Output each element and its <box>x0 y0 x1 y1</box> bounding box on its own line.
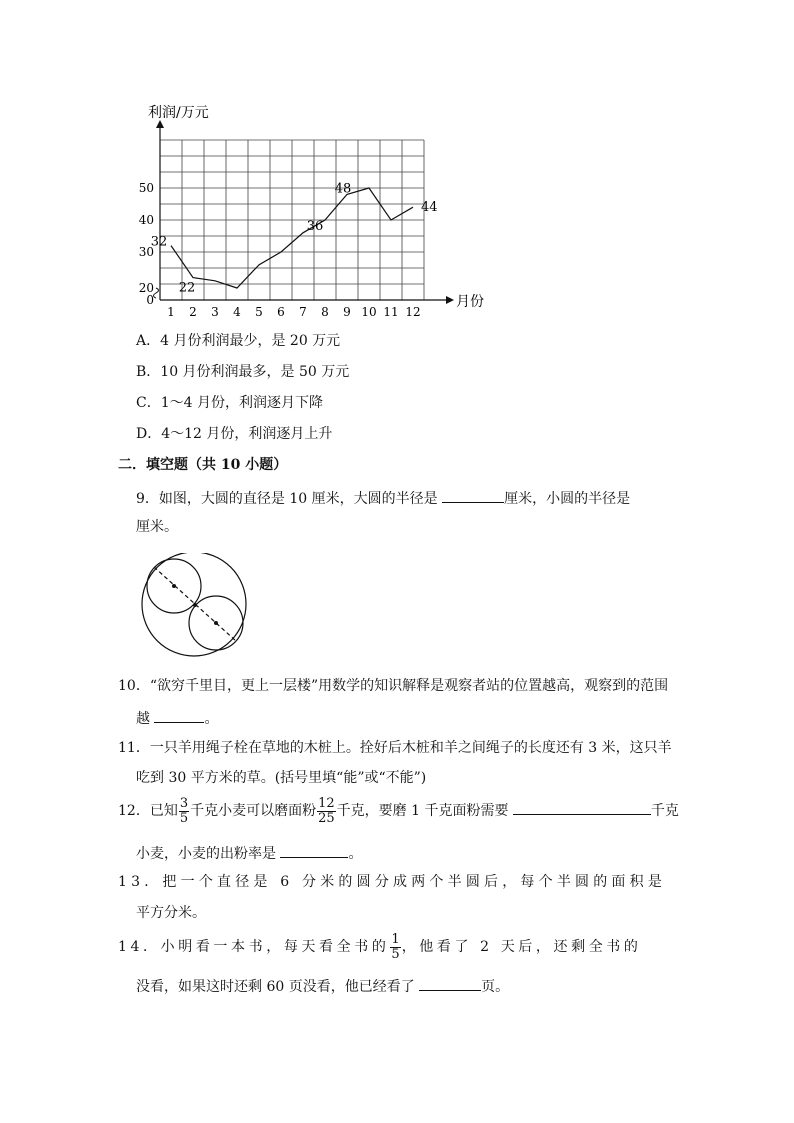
y-tick-label: 30 <box>138 245 154 259</box>
profit-line-chart <box>130 98 490 320</box>
question-9-text-c: 厘米。 <box>136 519 178 535</box>
question-12-mid: 千克小麦可以磨面粉 <box>190 803 317 819</box>
question-9-blank-1[interactable] <box>442 487 504 503</box>
option-d[interactable]: D．4～12 月份，利润逐月上升 <box>136 426 333 442</box>
x-tick-label: 11 <box>383 305 399 319</box>
y-tick-label: 40 <box>138 213 154 227</box>
question-12-text-c: 小麦，小麦的出粉率是 <box>136 846 281 862</box>
question-14-text-a: 没看，如果这时还剩 60 页没看，他已经看了 <box>136 979 420 995</box>
question-10-text-b: 。 <box>204 711 219 727</box>
question-11-line-2: 吃到 30 平方米的草。(括号里填“能”或“不能”) <box>136 770 427 786</box>
question-10-text-a: 越 <box>136 711 155 727</box>
question-11-line-1: 11．一只羊用绳子栓在草地的木桩上。拴好后木桩和羊之间绳子的长度还有 3 米，这只羊 <box>118 740 672 756</box>
question-12-end: 千克 <box>650 803 679 819</box>
question-13-line-1: 13．把一个直径是 6 分米的圆分成两个半圆后，每个半圆的面积是 <box>118 874 667 890</box>
option-c[interactable]: C．1～4 月份，利润逐月下降 <box>136 395 323 411</box>
fraction-1-5 <box>390 933 400 962</box>
y-tick-label: 50 <box>138 181 154 195</box>
section-title: 二．填空题（共 10 小题） <box>118 457 288 473</box>
axis-break-mark <box>154 288 159 298</box>
question-9-text-a: 9．如图，大圆的直径是 10 厘米，大圆的半径是 <box>136 491 443 507</box>
question-14-prefix: 14．小明看一本书，每天看全书的 <box>118 939 390 955</box>
x-tick-label: 12 <box>405 305 421 319</box>
x-axis-title: 月份 <box>456 294 484 310</box>
x-tick-label: 9 <box>343 305 351 319</box>
question-14-line-2 <box>136 975 681 997</box>
chart-grid <box>160 140 424 300</box>
chart-axes <box>154 120 455 304</box>
chart-labels <box>139 104 484 319</box>
question-12-blank-2[interactable] <box>280 842 348 858</box>
y-tick-label: 20 <box>138 281 154 295</box>
x-tick-label: 5 <box>255 305 263 319</box>
fraction-numerator: 12 <box>318 795 335 811</box>
x-tick-label: 3 <box>211 305 219 319</box>
y-axis-arrow <box>156 120 164 128</box>
data-label: 44 <box>421 200 438 216</box>
question-14-line-1 <box>118 932 663 962</box>
question-12-line-2 <box>136 842 681 864</box>
data-label: 36 <box>306 219 324 234</box>
x-tick-label: 8 <box>321 305 329 319</box>
question-12-prefix: 12．已知 <box>118 803 178 819</box>
question-13-line-2: 平方分米。 <box>136 905 206 921</box>
circles-figure <box>138 553 252 657</box>
fraction-3-5 <box>179 797 189 826</box>
x-tick-label: 10 <box>361 305 377 319</box>
question-14-text-b: 页。 <box>481 979 510 995</box>
option-a[interactable]: A．4 月份利润最少，是 20 万元 <box>136 333 341 349</box>
option-b[interactable]: B．10 月份利润最多，是 50 万元 <box>136 364 350 380</box>
y-tick-label: 0 <box>146 293 154 307</box>
x-tick-label: 7 <box>299 305 307 319</box>
data-label: 22 <box>178 280 196 296</box>
question-14-blank[interactable] <box>419 975 481 991</box>
x-tick-label: 4 <box>233 305 241 319</box>
fraction-denominator: 5 <box>179 810 189 826</box>
x-tick-label: 2 <box>189 305 197 319</box>
fraction-numerator: 3 <box>179 795 189 811</box>
data-label: 48 <box>334 181 352 197</box>
question-12-text-d: 。 <box>348 846 363 862</box>
fraction-denominator: 5 <box>391 946 400 962</box>
question-10-line-1: 10．“欲穷千里目，更上一层楼”用数学的知识解释是观察者站的位置越高，观察到的范围 <box>118 678 669 694</box>
question-10-blank[interactable] <box>154 707 204 723</box>
question-12-after: 千克，要磨 1 千克面粉需要 <box>336 803 513 819</box>
question-14-after: ，他看了 2 天后，还剩全书的 <box>401 939 642 955</box>
fraction-numerator: 1 <box>391 931 400 947</box>
question-9-line-2 <box>136 517 681 537</box>
question-10-line-2 <box>136 707 681 729</box>
x-axis-arrow <box>446 296 454 304</box>
question-12-line-1 <box>118 795 679 826</box>
question-12-blank-1[interactable] <box>513 799 651 815</box>
x-tick-label: 1 <box>167 305 175 319</box>
x-tick-label: 6 <box>277 305 285 319</box>
data-label: 32 <box>150 234 168 250</box>
question-9-text-b: 厘米，小圆的半径是 <box>504 491 631 507</box>
question-9-line-1 <box>136 487 681 509</box>
fraction-denominator: 25 <box>318 810 335 826</box>
fraction-12-25 <box>317 797 336 826</box>
y-axis-title: 利润/万元 <box>148 105 209 121</box>
